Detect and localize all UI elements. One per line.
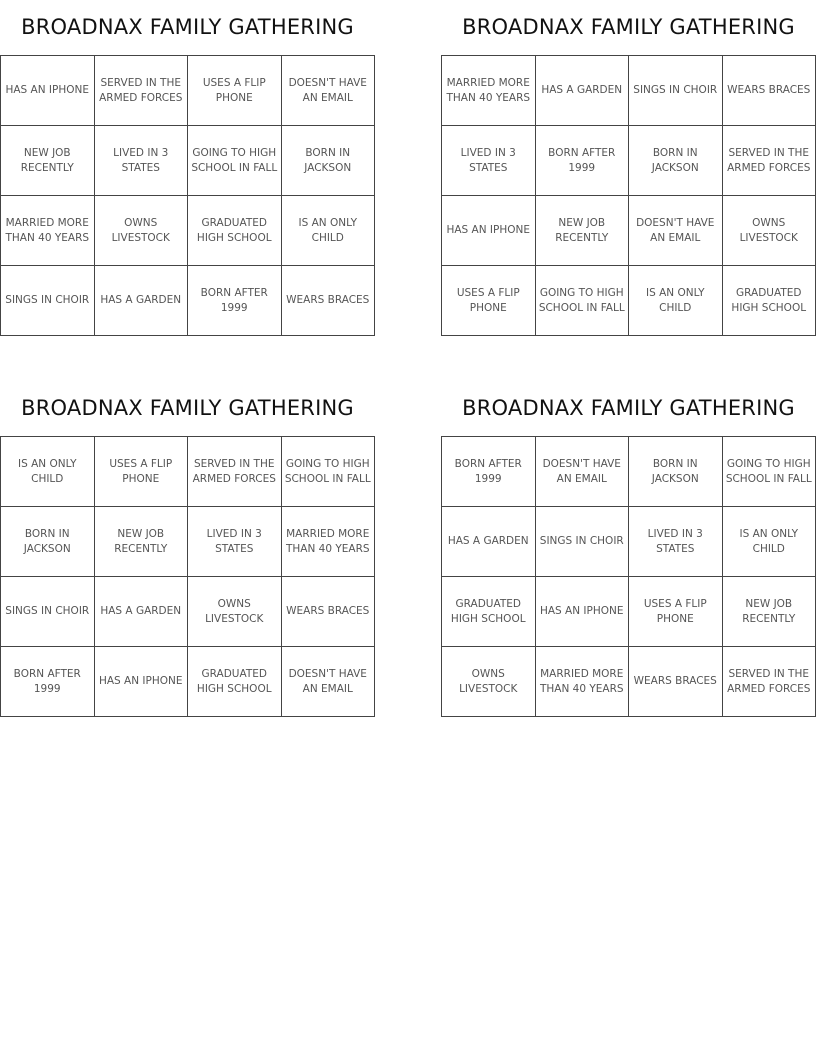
bingo-card-3 — [0, 381, 375, 717]
bingo-cell: HAS AN IPHONE — [1, 56, 95, 126]
bingo-cell: USES A FLIP PHONE — [95, 437, 189, 507]
bingo-cell: GOING TO HIGH SCHOOL IN FALL — [723, 437, 816, 507]
bingo-cell: SERVED IN THE ARMED FORCES — [95, 56, 189, 126]
bingo-cell: OWNS LIVESTOCK — [188, 577, 282, 647]
bingo-cell: USES A FLIP PHONE — [629, 577, 723, 647]
bingo-cell: USES A FLIP PHONE — [442, 266, 536, 336]
bingo-cell: MARRIED MORE THAN 40 YEARS — [282, 507, 376, 577]
bingo-card-4 — [441, 381, 816, 717]
bingo-cell: HAS A GARDEN — [442, 507, 536, 577]
bingo-grid — [0, 436, 375, 717]
bingo-cell: WEARS BRACES — [723, 56, 816, 126]
bingo-cell: SERVED IN THE ARMED FORCES — [723, 126, 816, 196]
bingo-grid — [441, 436, 816, 717]
bingo-card-2 — [441, 0, 816, 336]
bingo-cell: DOESN'T HAVE AN EMAIL — [282, 56, 376, 126]
bingo-cell: NEW JOB RECENTLY — [1, 126, 95, 196]
bingo-cell: HAS A GARDEN — [95, 577, 189, 647]
bingo-grid — [441, 55, 816, 336]
bingo-cell: LIVED IN 3 STATES — [188, 507, 282, 577]
bingo-cell: LIVED IN 3 STATES — [629, 507, 723, 577]
bingo-cell: NEW JOB RECENTLY — [95, 507, 189, 577]
bingo-cell: BORN IN JACKSON — [1, 507, 95, 577]
bingo-cell: BORN AFTER 1999 — [536, 126, 630, 196]
bingo-cell: HAS AN IPHONE — [536, 577, 630, 647]
bingo-cell: BORN IN JACKSON — [282, 126, 376, 196]
bingo-cell: IS AN ONLY CHILD — [1, 437, 95, 507]
bingo-cell: USES A FLIP PHONE — [188, 56, 282, 126]
bingo-cell: LIVED IN 3 STATES — [442, 126, 536, 196]
bingo-cell: SINGS IN CHOIR — [1, 577, 95, 647]
bingo-cell: BORN AFTER 1999 — [1, 647, 95, 717]
bingo-cell: BORN IN JACKSON — [629, 126, 723, 196]
bingo-cell: WEARS BRACES — [282, 577, 376, 647]
bingo-cell: IS AN ONLY CHILD — [723, 507, 816, 577]
bingo-cell: OWNS LIVESTOCK — [95, 196, 189, 266]
card-title: BROADNAX FAMILY GATHERING — [462, 396, 795, 420]
bingo-cell: IS AN ONLY CHILD — [282, 196, 376, 266]
bingo-card-1 — [0, 0, 375, 336]
bingo-cell: SINGS IN CHOIR — [629, 56, 723, 126]
card-title: BROADNAX FAMILY GATHERING — [462, 15, 795, 39]
bingo-cell: GOING TO HIGH SCHOOL IN FALL — [536, 266, 630, 336]
card-title: BROADNAX FAMILY GATHERING — [21, 15, 354, 39]
bingo-cell: GRADUATED HIGH SCHOOL — [723, 266, 816, 336]
bingo-cell: OWNS LIVESTOCK — [442, 647, 536, 717]
bingo-cell: SERVED IN THE ARMED FORCES — [723, 647, 816, 717]
bingo-cell: HAS A GARDEN — [95, 266, 189, 336]
bingo-cell: WEARS BRACES — [282, 266, 376, 336]
bingo-cell: BORN AFTER 1999 — [442, 437, 536, 507]
bingo-cell: GOING TO HIGH SCHOOL IN FALL — [188, 126, 282, 196]
bingo-cell: WEARS BRACES — [629, 647, 723, 717]
bingo-cell: MARRIED MORE THAN 40 YEARS — [442, 56, 536, 126]
bingo-cell: IS AN ONLY CHILD — [629, 266, 723, 336]
bingo-cell: DOESN'T HAVE AN EMAIL — [536, 437, 630, 507]
bingo-cell: GOING TO HIGH SCHOOL IN FALL — [282, 437, 376, 507]
bingo-cell: HAS AN IPHONE — [95, 647, 189, 717]
bingo-cell: HAS AN IPHONE — [442, 196, 536, 266]
bingo-cell: MARRIED MORE THAN 40 YEARS — [536, 647, 630, 717]
bingo-cell: NEW JOB RECENTLY — [723, 577, 816, 647]
bingo-cell: DOESN'T HAVE AN EMAIL — [282, 647, 376, 717]
bingo-grid — [0, 55, 375, 336]
bingo-cell: GRADUATED HIGH SCHOOL — [188, 196, 282, 266]
bingo-cell: SERVED IN THE ARMED FORCES — [188, 437, 282, 507]
bingo-cell: LIVED IN 3 STATES — [95, 126, 189, 196]
bingo-cell: SINGS IN CHOIR — [536, 507, 630, 577]
bingo-cell: NEW JOB RECENTLY — [536, 196, 630, 266]
bingo-cell: GRADUATED HIGH SCHOOL — [442, 577, 536, 647]
bingo-cell: BORN AFTER 1999 — [188, 266, 282, 336]
bingo-cell: OWNS LIVESTOCK — [723, 196, 816, 266]
bingo-cell: BORN IN JACKSON — [629, 437, 723, 507]
bingo-cell: DOESN'T HAVE AN EMAIL — [629, 196, 723, 266]
bingo-cell: GRADUATED HIGH SCHOOL — [188, 647, 282, 717]
card-title: BROADNAX FAMILY GATHERING — [21, 396, 354, 420]
bingo-cell: HAS A GARDEN — [536, 56, 630, 126]
bingo-cell: SINGS IN CHOIR — [1, 266, 95, 336]
bingo-cell: MARRIED MORE THAN 40 YEARS — [1, 196, 95, 266]
